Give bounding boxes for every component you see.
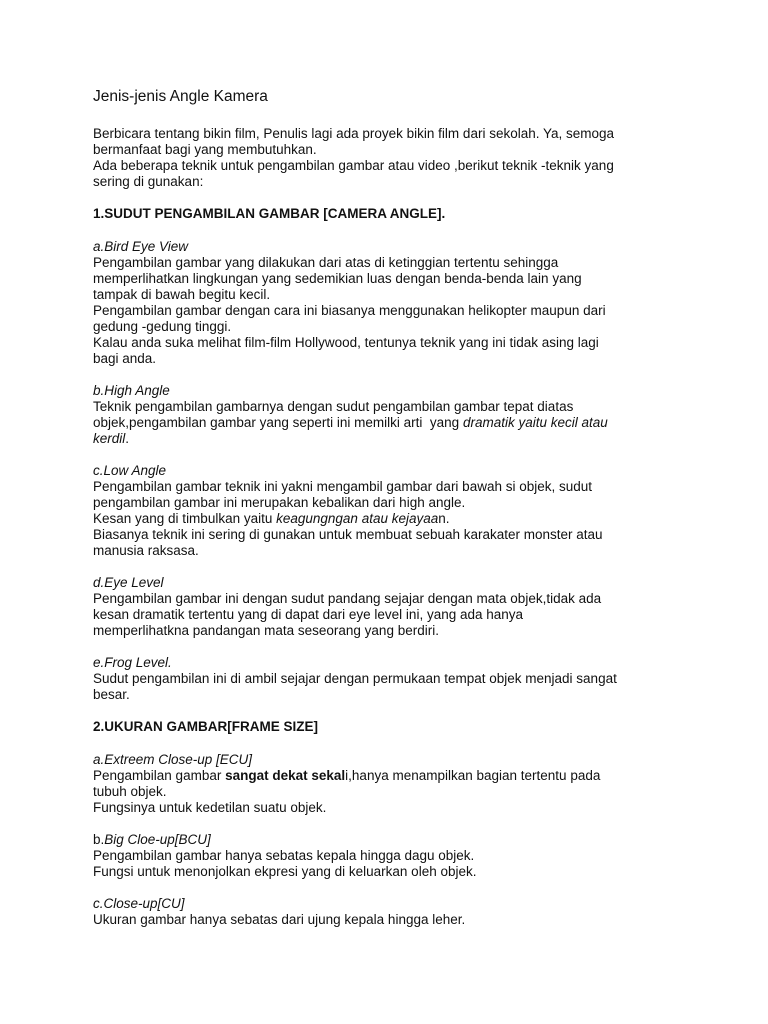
body-line: memperlihatkan lingkungan yang sedemikian luas dengan benda-benda lain yang <box>93 271 582 286</box>
emphasis-text: kerdil <box>93 431 126 446</box>
body-line: Fungsinya untuk kedetilan suatu objek. <box>93 800 327 815</box>
subsection-title: a.Extreem Close-up [ECU] <box>93 752 253 767</box>
emphasis-text: dramatik yaitu kecil atau <box>462 415 608 430</box>
subsection-title: e.Frog Level. <box>93 655 172 670</box>
body-line: Fungsi untuk menonjolkan ekpresi yang di keluarkan oleh objek. <box>93 864 477 879</box>
bold-text: sangat dekat sekal <box>225 768 346 783</box>
document-title: Jenis-jenis Angle Kamera <box>93 88 268 105</box>
body-text: . <box>125 431 130 446</box>
body-line <box>93 768 693 784</box>
intro-line: bermanfaat bagi yang membutuhkan. <box>93 142 317 157</box>
subsection-high-angle <box>93 383 693 447</box>
body-line: besar. <box>93 687 130 702</box>
body-text: n. <box>438 511 450 526</box>
body-text: objek,pengambilan gambar yang seperti ini memilki arti yang <box>93 415 463 430</box>
subsection-title: c.Close-up[CU] <box>93 896 185 911</box>
subsection-title: d.Eye Level <box>93 575 164 590</box>
body-line: Pengambilan gambar teknik ini yakni mengambil gambar dari bawah si objek, sudut <box>93 479 593 494</box>
body-line: memperlihatkna pandangan mata seseorang yang berdiri. <box>93 623 439 638</box>
body-line: Ukuran gambar hanya sebatas dari ujung kepala hingga leher. <box>93 912 466 927</box>
body-line <box>93 431 693 447</box>
body-line: manusia raksasa. <box>93 543 199 558</box>
body-line: tubuh objek. <box>93 784 167 799</box>
body-text: Kesan yang di timbulkan yaitu <box>93 511 277 526</box>
body-text: Pengambilan gambar <box>93 768 226 783</box>
subsection-title: c.Low Angle <box>93 463 167 478</box>
subsection-low-angle <box>93 463 693 559</box>
subsection-eye-level <box>93 575 693 639</box>
body-line: Biasanya teknik ini sering di gunakan untuk membuat sebuah karakater monster atau <box>93 527 603 542</box>
intro-line: Ada beberapa teknik untuk pengambilan gambar atau video ,berikut teknik -teknik yang <box>93 158 614 173</box>
section-heading-camera-angle: 1.SUDUT PENGAMBILAN GAMBAR [CAMERA ANGLE]. <box>93 206 446 221</box>
subsection-title-prefix: b. <box>93 832 105 847</box>
document-page <box>93 88 693 944</box>
body-line: Kalau anda suka melihat film-film Hollywood, tentunya teknik yang ini tidak asing lagi <box>93 335 599 350</box>
subsection-close-up <box>93 896 693 928</box>
body-line: Sudut pengambilan ini di ambil sejajar dengan permukaan tempat objek menjadi sangat <box>93 671 617 686</box>
body-line: Teknik pengambilan gambarnya dengan sudut pengambilan gambar tepat diatas <box>93 399 574 414</box>
body-line: Pengambilan gambar yang dilakukan dari atas di ketinggian tertentu sehingga <box>93 255 559 270</box>
subsection-frog-level <box>93 655 693 703</box>
body-line <box>93 511 693 527</box>
body-line: gedung -gedung tinggi. <box>93 319 232 334</box>
body-line: tampak di bawah begitu kecil. <box>93 287 271 302</box>
body-line: Pengambilan gambar hanya sebatas kepala hingga dagu objek. <box>93 848 475 863</box>
body-line: kesan dramatik tertentu yang di dapat dari eye level ini, yang ada hanya <box>93 607 524 622</box>
intro-line: Berbicara tentang bikin film, Penulis lagi ada proyek bikin film dari sekolah. Ya, semoga <box>93 126 615 141</box>
body-text: i,hanya menampilkan bagian tertentu pada <box>345 768 601 783</box>
subsection-bird-eye-view <box>93 239 693 367</box>
body-line <box>93 415 693 431</box>
subsection-big-close-up <box>93 832 693 880</box>
emphasis-text: keagungngan atau kejayaa <box>276 511 439 526</box>
subsection-title: a.Bird Eye View <box>93 239 189 254</box>
subsection-extreme-close-up <box>93 752 693 816</box>
intro-paragraph <box>93 126 693 190</box>
body-line: bagi anda. <box>93 351 157 366</box>
subsection-title-text: Big Cloe-up[BCU] <box>104 832 211 847</box>
intro-line: sering di gunakan: <box>93 174 204 189</box>
body-line: pengambilan gambar ini merupakan kebalikan dari high angle. <box>93 495 466 510</box>
body-line: Pengambilan gambar dengan cara ini biasanya menggunakan helikopter maupun dari <box>93 303 606 318</box>
section-heading-frame-size: 2.UKURAN GAMBAR[FRAME SIZE] <box>93 719 318 734</box>
body-line: Pengambilan gambar ini dengan sudut pandang sejajar dengan mata objek,tidak ada <box>93 591 602 606</box>
subsection-title: b.High Angle <box>93 383 170 398</box>
subsection-title <box>93 832 693 848</box>
